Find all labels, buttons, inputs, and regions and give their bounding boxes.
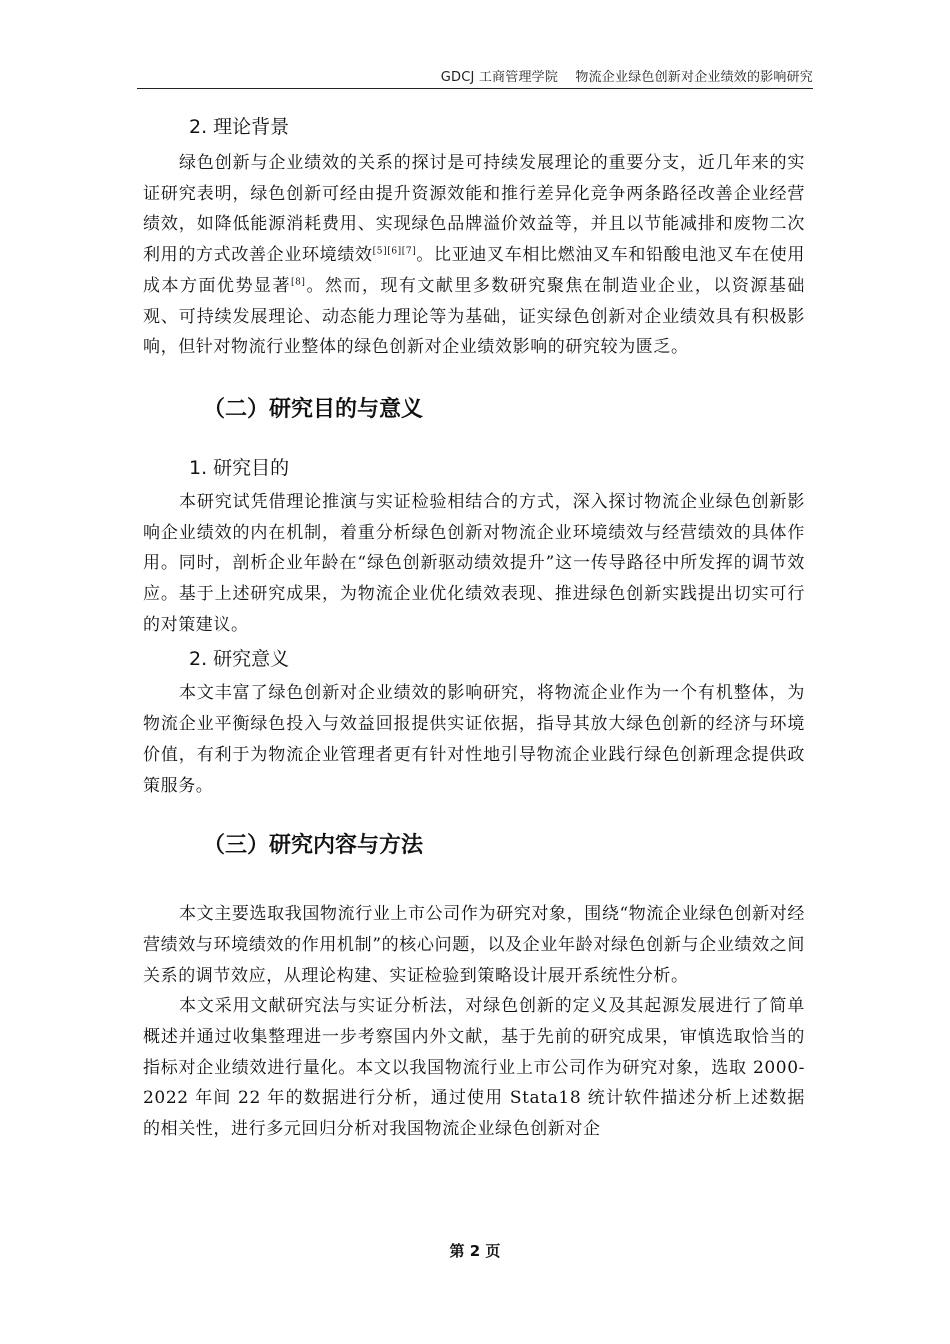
page-number: 第 2 页 (449, 1242, 501, 1260)
theory-text-part-2: 。比亚迪叉车相比燃油叉车和铅酸电池叉车在使用成本方面优势显著 (143, 245, 805, 296)
theory-text-part-1: 绿色创新与企业绩效的关系的探讨是可持续发展理论的重要分支，近几年来的实证研究表明，绿色创新可经由提升资源效能和推行差异化竞争两条路径改善企业经营绩效，如降低能源消耗费用、实现绿色品牌溢价效益等，并且以节能减排和废物二次利用的方式改善企业环境绩效 (143, 153, 805, 266)
theory-background-heading: 2. 理论背景 (189, 116, 290, 138)
page-header (137, 68, 813, 89)
research-content-section-heading: （三）研究内容与方法 (203, 833, 424, 859)
theory-text-part-3: 。然而，现有文献里多数研究聚焦在制造业企业，以资源基础观、可持续发展理论、动态能力理论等为基础，证实绿色创新对企业绩效具有积极影响，但针对物流行业整体的绿色创新对企业绩效影响的研究较为匮乏。 (143, 275, 805, 358)
research-purpose-heading: 1. 研究目的 (189, 456, 290, 479)
research-content-paragraph-2: 本文采用文献研究法与实证分析法，对绿色创新的定义及其起源发展进行了简单概述并通过收集整理进一步考察国内外文献，基于先前的研究成果，审慎选取恰当的指标对企业绩效进行量化。本文以我国物流行业上市公司作为研究对象，选取 2000-2022 年间 22 年的数据进行分析，通过使用 Stata18 统计软件描述分析上述数据的相关性，进行多元回归分析对我国物流企业绿色创新对企 (143, 996, 805, 1140)
research-purpose-paragraph: 本研究试凭借理论推演与实证检验相结合的方式，深入探讨物流企业绿色创新影响企业绩效的内在机制，着重分析绿色创新对物流企业环境绩效与经营绩效的具体作用。同时，剖析企业年龄在“绿色创新驱动绩效提升”这一传导路径中所发挥的调节效应。基于上述研究成果，为物流企业优化绩效表现、推进绿色创新实践提出切实可行的对策建议。 (143, 491, 805, 635)
header-text: GDCJ 工商管理学院 物流企业绿色创新对企业绩效的影响研究 (440, 70, 813, 85)
theory-background-paragraph (143, 148, 805, 363)
citation-8: [8] (290, 277, 306, 288)
research-purpose-section-heading: （二）研究目的与意义 (203, 396, 424, 422)
citation-5-6-7: [5][6][7] (372, 246, 417, 257)
research-significance-heading: 2. 研究意义 (189, 648, 290, 671)
research-significance-paragraph: 本文丰富了绿色创新对企业绩效的影响研究，将物流企业作为一个有机整体，为物流企业平衡绿色投入与效益回报提供实证依据，指导其放大绿色创新的经济与环境价值，有利于为物流企业管理者更有针对性地引导物流企业践行绿色创新理念提供政策服务。 (143, 683, 805, 796)
document-body (143, 112, 805, 1145)
research-content-paragraph-1: 本文主要选取我国物流行业上市公司作为研究对象，围绕“物流企业绿色创新对经营绩效与环境绩效的作用机制”的核心问题，以及企业年龄对绿色创新与企业绩效之间关系的调节效应，从理论构建、实证检验到策略设计展开系统性分析。 (143, 904, 805, 986)
